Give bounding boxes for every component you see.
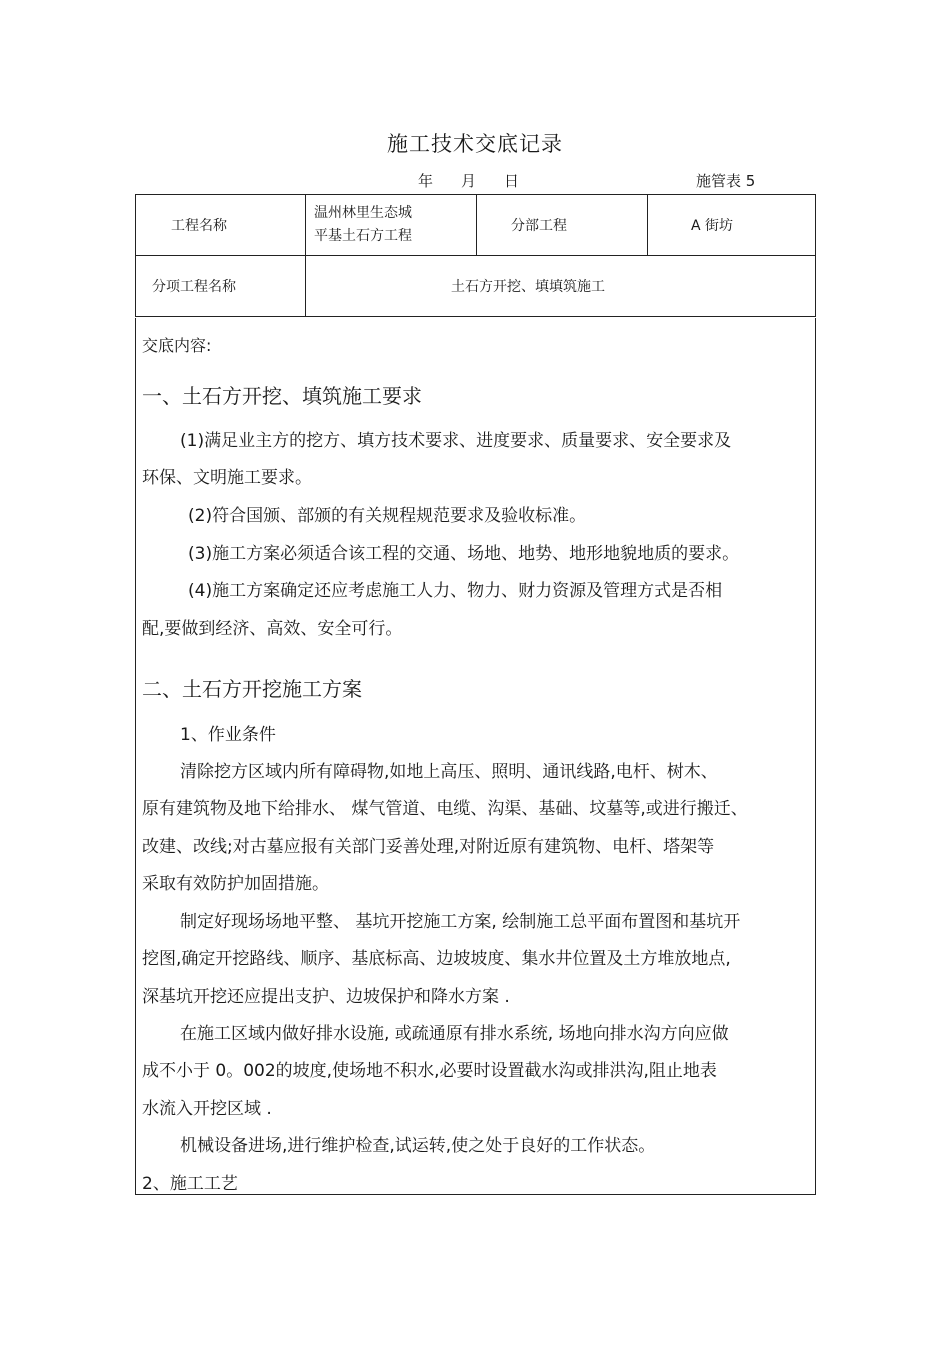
section1-title: 一、土石方开挖、填筑施工要求 (142, 384, 422, 408)
s2-p1-l3: 改建、改线;对古墓应报有关部门妥善处理,对附近原有建筑物、电杆、塔架等 (142, 837, 715, 857)
s1-p4-l1: (4)施工方案确定还应考虑施工人力、物力、财力资源及管理方式是否相 (188, 581, 723, 601)
subitem-value-cell (306, 256, 816, 317)
s2-p3-l3: 水流入开挖区域 . (142, 1099, 272, 1119)
project-name-label-cell (136, 195, 306, 256)
division-value: A 街坊 (691, 218, 734, 234)
s2-p2-l2: 挖图,确定开挖路线、顺序、基底标高、边坡坡度、集水井位置及土方堆放地点, (142, 949, 731, 969)
s1-p4-l2: 配,要做到经济、高效、安全可行。 (142, 619, 403, 639)
s2-p1-l4: 采取有效防护加固措施。 (142, 874, 329, 894)
date-day: 日 (504, 172, 520, 190)
s1-p2: (2)符合国颁、部颁的有关规程规范要求及验收标准。 (188, 506, 587, 526)
s1-p1-l1: (1)满足业主方的挖方、填方技术要求、进度要求、质量要求、安全要求及 (180, 431, 732, 451)
division-value-cell (648, 195, 816, 256)
s2-p2-l1: 制定好现场场地平整、 基坑开挖施工方案, 绘制施工总平面布置图和基坑开 (180, 912, 741, 932)
page-title: 施工技术交底记录 (387, 132, 563, 156)
header-table (135, 194, 816, 317)
s2-sub2: 2、施工工艺 (142, 1174, 238, 1194)
s2-p4: 机械设备进场,进行维护检查,试运转,使之处于良好的工作状态。 (180, 1136, 656, 1156)
subitem-value: 土石方开挖、填填筑施工 (451, 279, 605, 295)
s2-p3-l2: 成不小于 0。002的坡度,使场地不积水,必要时设置截水沟或排洪沟,阻止地表 (142, 1061, 717, 1081)
s2-p2-l3: 深基坑开挖还应提出支护、边坡保护和降水方案 . (142, 987, 510, 1007)
content-intro: 交底内容: (142, 336, 212, 355)
date-year: 年 (418, 172, 434, 190)
s2-p1-l2: 原有建筑物及地下给排水、 煤气管道、电缆、沟渠、基础、坟墓等,或进行搬迁、 (142, 799, 748, 819)
division-label: 分部工程 (511, 218, 567, 234)
s2-p1-l1: 清除挖方区域内所有障碍物,如地上高压、照明、通讯线路,电杆、树木、 (180, 762, 718, 782)
project-name-line2: 平基土石方工程 (314, 228, 412, 244)
form-number: 施管表 5 (696, 172, 756, 190)
section2-title: 二、土石方开挖施工方案 (142, 677, 362, 701)
s1-p1-l2: 环保、文明施工要求。 (142, 468, 312, 488)
s2-p3-l1: 在施工区域内做好排水设施, 或疏通原有排水系统, 场地向排水沟方向应做 (180, 1024, 729, 1044)
date-month: 月 (461, 172, 477, 190)
s1-p3: (3)施工方案必须适合该工程的交通、场地、地势、地形地貌地质的要求。 (188, 544, 740, 564)
project-name-label: 工程名称 (171, 218, 227, 234)
s2-sub1: 1、作业条件 (180, 725, 276, 745)
project-name-value-cell (306, 195, 477, 256)
subitem-label: 分项工程名称 (152, 279, 236, 295)
division-label-cell (477, 195, 648, 256)
subitem-label-cell (136, 256, 306, 317)
project-name-line1: 温州林里生态城 (314, 205, 412, 221)
